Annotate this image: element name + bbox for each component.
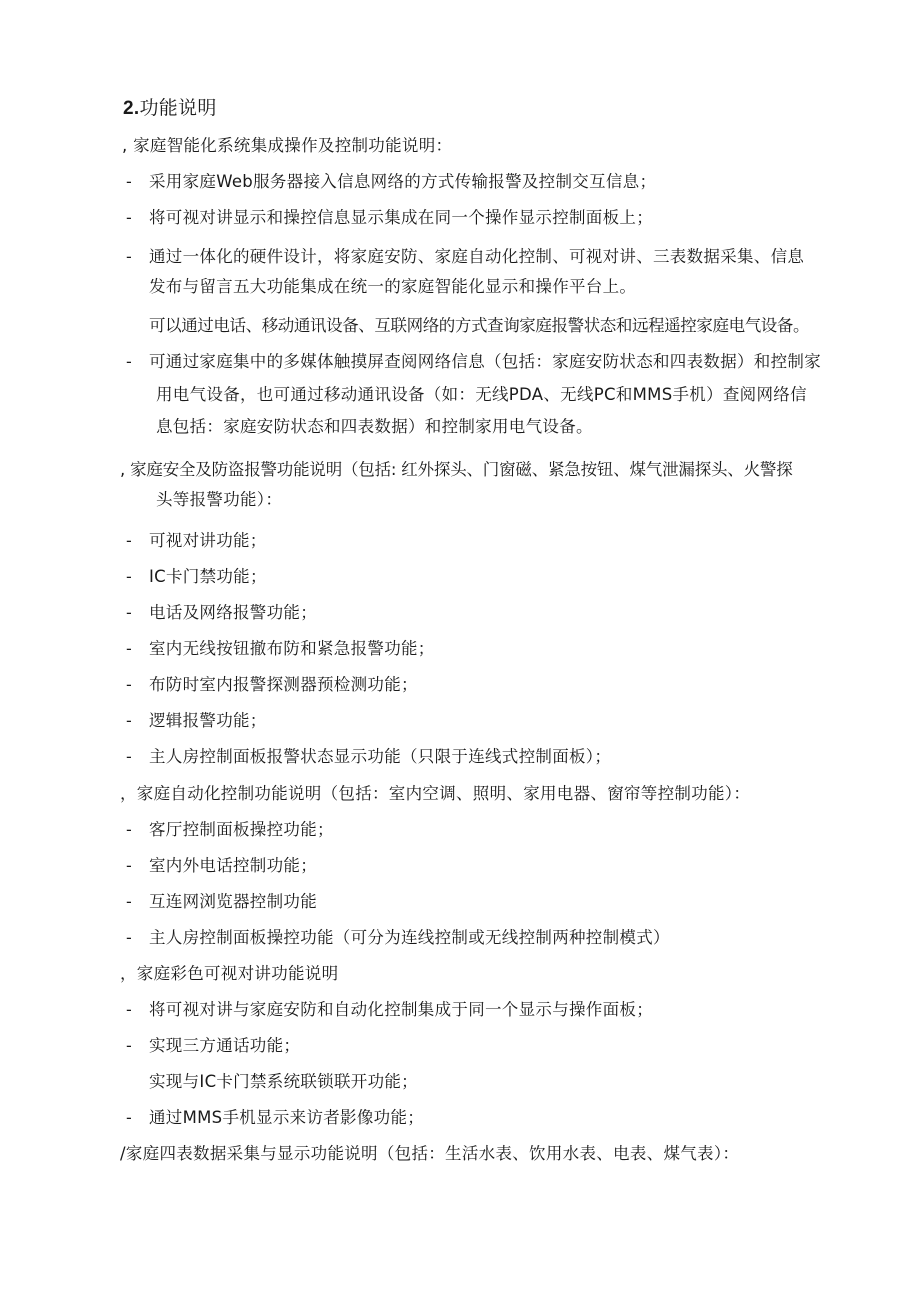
list-item: 逻辑报警功能； xyxy=(149,711,267,730)
paragraph-line-continuation: 头等报警功能）： xyxy=(156,490,283,509)
list-item: 将可视对讲与家庭安防和自动化控制集成于同一个显示与操作面板； xyxy=(149,1000,653,1019)
paragraph-line: 可以通过电话、移动通讯设备、互联网络的方式查询家庭报警状态和远程遥控家庭电气设备。 xyxy=(149,316,810,335)
list-item-continuation: 用电气设备，也可通过移动通讯设备（如：无线PDA、无线PC和MMS手机）查阅网络信 xyxy=(156,385,807,404)
list-item: 主人房控制面板操控功能（可分为连线控制或无线控制两种控制模式） xyxy=(149,928,670,947)
list-item: 实现三方通话功能； xyxy=(149,1036,301,1055)
paragraph-line: ，家庭自动化控制功能说明（包括：室内空调、照明、家用电器、窗帘等控制功能）： xyxy=(120,784,751,803)
bullet-dash: - xyxy=(126,208,132,227)
list-item: 通过一体化的硬件设计，将家庭安防、家庭自动化控制、可视对讲、三表数据采集、信息 xyxy=(149,247,805,266)
section-heading xyxy=(123,96,217,121)
bullet-dash: - xyxy=(126,247,132,266)
bullet-dash: - xyxy=(126,567,132,586)
paragraph-line: /家庭四表数据采集与显示功能说明（包括：生活水表、饮用水表、电表、煤气表）： xyxy=(120,1144,740,1163)
list-item: 将可视对讲显示和操控信息显示集成在同一个操作显示控制面板上； xyxy=(149,208,653,227)
list-item: 客厅控制面板操控功能； xyxy=(149,820,334,839)
list-item: 通过MMS手机显示来访者影像功能； xyxy=(149,1108,425,1127)
section-title: 功能说明 xyxy=(139,97,217,119)
bullet-dash: - xyxy=(126,892,132,911)
list-item: 可通过家庭集中的多媒体触摸屏查阅网络信息（包括：家庭安防状态和四表数据）和控制家 xyxy=(149,352,821,371)
paragraph-line: ，家庭彩色可视对讲功能说明 xyxy=(120,964,339,983)
list-item: 互连网浏览器控制功能 xyxy=(149,892,317,911)
bullet-dash: - xyxy=(126,352,132,371)
bullet-dash: - xyxy=(126,1036,132,1055)
list-item: 可视对讲功能； xyxy=(149,531,267,550)
list-item-continuation: 息包括：家庭安防状态和四表数据）和控制家用电气设备。 xyxy=(156,417,593,436)
bullet-dash: - xyxy=(126,1000,132,1019)
section-number: 2. xyxy=(123,98,140,119)
bullet-dash: - xyxy=(126,531,132,550)
list-item-continuation: 实现与IC卡门禁系统联锁联开功能； xyxy=(149,1072,418,1091)
paragraph-line: , 家庭智能化系统集成操作及控制功能说明： xyxy=(122,136,453,155)
bullet-dash: - xyxy=(126,928,132,947)
list-item-continuation: 发布与留言五大功能集成在统一的家庭智能化显示和操作平台上。 xyxy=(149,277,637,296)
bullet-dash: - xyxy=(126,820,132,839)
bullet-dash: - xyxy=(126,639,132,658)
bullet-dash: - xyxy=(126,675,132,694)
list-item: 电话及网络报警功能； xyxy=(149,603,317,622)
bullet-dash: - xyxy=(126,1108,132,1127)
list-item: 主人房控制面板报警状态显示功能（只限于连线式控制面板）； xyxy=(149,747,612,766)
list-item: 布防时室内报警探测器预检测功能； xyxy=(149,675,418,694)
bullet-dash: - xyxy=(126,747,132,766)
bullet-dash: - xyxy=(126,172,132,191)
paragraph-line: , 家庭安全及防盗报警功能说明（包括: 红外探头、门窗磁、紧急按钮、煤气泄漏探头、火警探 xyxy=(120,460,793,479)
list-item: IC卡门禁功能； xyxy=(149,567,267,586)
bullet-dash: - xyxy=(126,603,132,622)
list-item: 室内外电话控制功能； xyxy=(149,856,317,875)
bullet-dash: - xyxy=(126,711,132,730)
bullet-dash: - xyxy=(126,856,132,875)
list-item: 采用家庭Web服务器接入信息网络的方式传输报警及控制交互信息； xyxy=(149,172,657,191)
list-item: 室内无线按钮撤布防和紧急报警功能； xyxy=(149,639,435,658)
